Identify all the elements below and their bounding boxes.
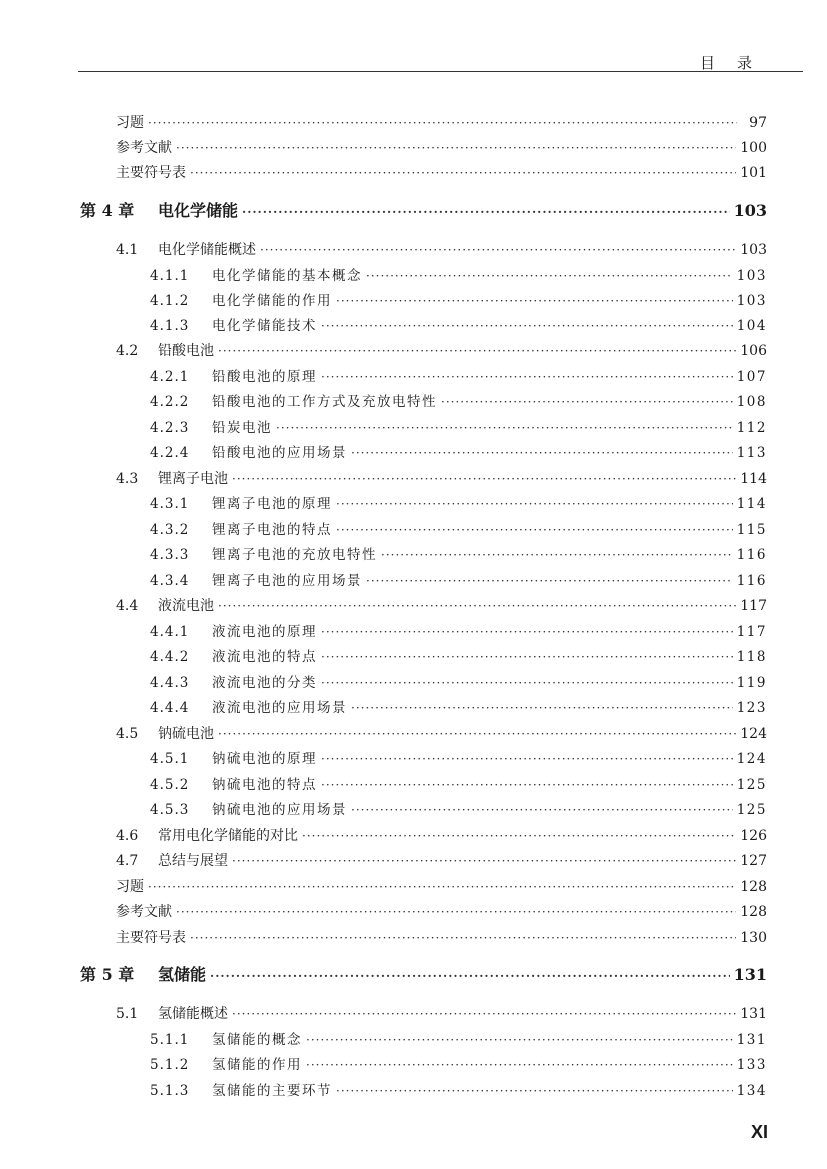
toc-entry-number: 4.1.3 [150, 318, 190, 334]
running-header: 目录 [700, 54, 775, 72]
toc-entry [150, 520, 767, 540]
toc-entry-page: 114 [740, 471, 767, 487]
toc-entry-title: 钠硫电池 [158, 726, 214, 742]
toc-entry-number: 4.4.4 [150, 700, 190, 716]
toc-entry-number: 4.4.1 [150, 624, 190, 640]
dot-leader [306, 1030, 733, 1050]
toc-entry [150, 494, 767, 514]
toc-entry-title: 钠硫电池的特点 [212, 777, 317, 793]
toc-entry-title: 液流电池 [158, 598, 214, 614]
toc-entry-title: 主要符号表 [116, 165, 186, 181]
dot-leader [321, 673, 733, 693]
toc-entry-page: 134 [736, 1083, 767, 1099]
toc-entry [150, 418, 767, 438]
toc-entry [150, 647, 767, 667]
toc-entry-number: 4.2 [116, 343, 139, 359]
toc-entry-page: 108 [736, 394, 767, 410]
toc-entry [116, 877, 767, 897]
dot-leader [366, 266, 733, 286]
dot-leader [441, 392, 733, 412]
toc-entry [116, 469, 767, 489]
toc-entry [116, 163, 767, 183]
dot-leader [232, 851, 736, 871]
toc-entry [150, 443, 767, 463]
toc-entry [116, 928, 767, 948]
toc-entry-number: 第 5 章 [80, 965, 135, 984]
toc-entry [116, 851, 767, 871]
toc-entry-page: 125 [736, 802, 767, 818]
toc-entry-number: 4.3 [116, 471, 139, 487]
dot-leader [351, 443, 733, 463]
dot-leader [366, 571, 733, 591]
toc-entry-page: 103 [736, 268, 767, 284]
toc-entry-number: 4.5.1 [150, 751, 190, 767]
toc-entry-title: 总结与展望 [158, 853, 228, 869]
toc-entry-title: 铅酸电池的工作方式及充放电特性 [212, 394, 437, 410]
toc-entry-number: 4.3.1 [150, 496, 190, 512]
toc-entry [150, 698, 767, 718]
toc-entry-title: 液流电池的分类 [212, 675, 317, 691]
toc-entry-page: 100 [740, 140, 767, 156]
toc-entry-page: 131 [736, 1032, 767, 1048]
toc-entry-title: 习题 [116, 115, 144, 131]
toc-entry-title: 电化学储能 [158, 201, 239, 220]
toc-entry-page: 112 [736, 420, 767, 436]
toc-entry-title: 习题 [116, 879, 144, 895]
dot-leader [232, 1004, 736, 1024]
toc-entry-title: 氢储能的概念 [212, 1032, 302, 1048]
toc-entry-title: 锂离子电池 [158, 471, 228, 487]
toc-entry-title: 锂离子电池的特点 [212, 522, 332, 538]
toc-entry [150, 1030, 767, 1050]
dot-leader [321, 775, 733, 795]
toc-entry-page: 133 [736, 1057, 767, 1073]
dot-leader [381, 545, 733, 565]
dot-leader [190, 928, 736, 948]
toc-entry-title: 电化学储能的基本概念 [212, 268, 362, 284]
dot-leader [260, 240, 736, 260]
toc-entry-title: 氢储能概述 [158, 1006, 228, 1022]
toc-entry-number: 4.3.3 [150, 547, 190, 563]
toc-entry-page: 117 [736, 624, 767, 640]
toc-entry-page: 124 [740, 726, 767, 742]
dot-leader [321, 749, 733, 769]
toc-entry [150, 622, 767, 642]
toc-entry-page: 115 [736, 522, 767, 538]
toc-entry [150, 775, 767, 795]
toc-entry-title: 铅酸电池 [158, 343, 214, 359]
toc-entry-page: 127 [740, 853, 767, 869]
toc-entry-title: 参考文献 [116, 904, 172, 920]
toc-entry-title: 电化学储能技术 [212, 318, 317, 334]
dot-leader [190, 163, 736, 183]
dot-leader [242, 200, 730, 224]
toc-entry-number: 4.1.1 [150, 268, 190, 284]
toc-entry-number: 5.1 [116, 1006, 139, 1022]
toc-entry-title: 钠硫电池的应用场景 [212, 802, 347, 818]
toc-entry [150, 749, 767, 769]
toc-entry-page: 126 [740, 828, 767, 844]
toc-entry-title: 主要符号表 [116, 930, 186, 946]
toc-entry-title: 锂离子电池的应用场景 [212, 573, 362, 589]
toc-entry-number: 4.2.3 [150, 420, 190, 436]
toc-entry-number: 4.6 [116, 828, 139, 844]
toc-entry-number: 4.4 [116, 598, 139, 614]
toc-entry-number: 5.1.3 [150, 1083, 190, 1099]
toc-entry-page: 131 [740, 1006, 767, 1022]
toc-entry-number: 4.1 [116, 242, 139, 258]
dot-leader [336, 494, 733, 514]
dot-leader [176, 902, 736, 922]
toc-entry-number: 4.5 [116, 726, 139, 742]
toc-entry-page: 103 [736, 293, 767, 309]
toc-entry-page: 116 [736, 573, 767, 589]
toc-entry-page: 119 [736, 675, 767, 691]
toc-entry [116, 826, 767, 846]
dot-leader [306, 1055, 733, 1075]
toc-entry-page: 103 [740, 242, 767, 258]
toc-entry [150, 367, 767, 387]
toc-entry-title: 铅酸电池的应用场景 [212, 445, 347, 461]
toc-entry-page: 103 [733, 201, 767, 220]
toc-entry [150, 1081, 767, 1101]
dot-leader [148, 877, 736, 897]
toc-entry-number: 4.3.4 [150, 573, 190, 589]
toc-entry-page: 107 [736, 369, 767, 385]
dot-leader [336, 291, 733, 311]
toc-entry-number: 4.3.2 [150, 522, 190, 538]
toc-entry-page: 125 [736, 777, 767, 793]
toc-entry-page: 106 [740, 343, 767, 359]
dot-leader [276, 418, 733, 438]
toc-entry-page: 101 [740, 165, 767, 181]
toc-entry [150, 266, 767, 286]
dot-leader [336, 520, 733, 540]
toc-entry-title: 钠硫电池的原理 [212, 751, 317, 767]
toc-entry [116, 902, 767, 922]
dot-leader [321, 622, 733, 642]
toc-entry [150, 673, 767, 693]
toc-entry [116, 724, 767, 744]
toc-entry-title: 电化学储能概述 [158, 242, 256, 258]
toc-entry-page: 128 [740, 879, 767, 895]
toc-entry [116, 341, 767, 361]
toc-entry [116, 113, 767, 133]
toc-entry-title: 锂离子电池的原理 [212, 496, 332, 512]
toc-entry-title: 液流电池的特点 [212, 649, 317, 665]
toc-entry-number: 4.7 [116, 853, 139, 869]
toc-entry-page: 124 [736, 751, 767, 767]
dot-leader [218, 341, 736, 361]
dot-leader [321, 316, 733, 336]
toc-entry [150, 291, 767, 311]
toc-entry-title: 液流电池的应用场景 [212, 700, 347, 716]
toc-entry-title: 氢储能 [158, 965, 207, 984]
toc-entry-page: 130 [740, 930, 767, 946]
toc-entry [116, 240, 767, 260]
toc-entry-number: 4.2.2 [150, 394, 190, 410]
toc-chapter-entry [80, 963, 767, 987]
toc-entry-page: 97 [749, 115, 767, 131]
toc-entry-page: 117 [740, 598, 767, 614]
header-rule [78, 71, 803, 72]
toc-entry-number: 第 4 章 [80, 201, 135, 220]
toc-entry-page: 128 [740, 904, 767, 920]
toc-entry [150, 316, 767, 336]
toc-entry-number: 5.1.1 [150, 1032, 190, 1048]
toc-entry-title: 铅炭电池 [212, 420, 272, 436]
toc-entry-number: 4.2.1 [150, 369, 190, 385]
toc-chapter-entry [80, 199, 767, 223]
dot-leader [232, 469, 736, 489]
toc-entry [116, 1004, 767, 1024]
dot-leader [336, 1081, 733, 1101]
toc-entry-page: 116 [736, 547, 767, 563]
toc-entry [150, 545, 767, 565]
dot-leader [302, 826, 736, 846]
toc-entry-number: 5.1.2 [150, 1057, 190, 1073]
dot-leader [176, 138, 736, 158]
toc-entry [150, 392, 767, 412]
toc-entry-title: 电化学储能的作用 [212, 293, 332, 309]
toc-entry-title: 常用电化学储能的对比 [158, 828, 298, 844]
toc-entry-title: 参考文献 [116, 140, 172, 156]
dot-leader [218, 724, 736, 744]
toc-entry-page: 113 [736, 445, 767, 461]
dot-leader [321, 367, 733, 387]
toc-entry-title: 锂离子电池的充放电特性 [212, 547, 377, 563]
dot-leader [148, 113, 737, 133]
toc-entry-page: 118 [736, 649, 767, 665]
dot-leader [351, 698, 733, 718]
toc-entry-number: 4.1.2 [150, 293, 190, 309]
toc-entry-number: 4.5.3 [150, 802, 190, 818]
dot-leader [351, 800, 733, 820]
toc-entry-title: 铅酸电池的原理 [212, 369, 317, 385]
toc-entry-number: 4.2.4 [150, 445, 190, 461]
toc-entry [116, 596, 767, 616]
toc-entry-number: 4.5.2 [150, 777, 190, 793]
toc-entry-page: 123 [736, 700, 767, 716]
toc-entry-number: 4.4.3 [150, 675, 190, 691]
toc-entry-page: 131 [733, 965, 767, 984]
dot-leader [321, 647, 733, 667]
dot-leader [218, 596, 736, 616]
toc-entry [150, 571, 767, 591]
toc-entry-page: 114 [736, 496, 767, 512]
page-folio: XI [751, 1122, 769, 1142]
toc-entry-title: 氢储能的主要环节 [212, 1083, 332, 1099]
toc-entry-number: 4.4.2 [150, 649, 190, 665]
toc-entry-title: 氢储能的作用 [212, 1057, 302, 1073]
toc-entry-page: 104 [736, 318, 767, 334]
toc-entry [116, 138, 767, 158]
dot-leader [210, 964, 730, 988]
toc-entry [150, 800, 767, 820]
toc-entry [150, 1055, 767, 1075]
toc-entry-title: 液流电池的原理 [212, 624, 317, 640]
